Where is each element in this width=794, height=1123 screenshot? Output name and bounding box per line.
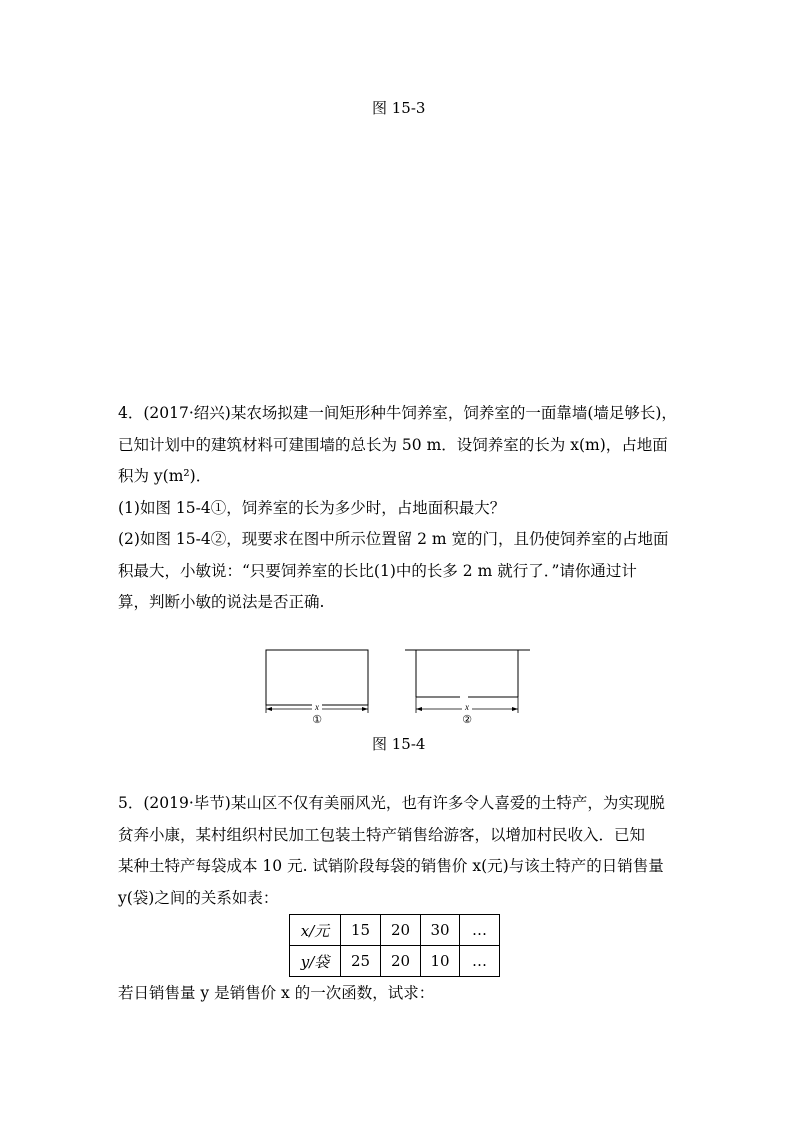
q5-line-2: 贫奔小康，某村组织村民加工包装土特产销售给游客，以增加村民收入．已知	[118, 825, 646, 844]
figure-label-1: ①	[312, 713, 322, 726]
dimension-x-label: x	[315, 702, 319, 712]
question-4	[118, 398, 698, 619]
table-cell: 25	[341, 946, 381, 977]
q4-line-4: (1)如图 15-4①，饲养室的长为多少时，占地面积最大？	[118, 498, 506, 517]
question-5-continuation	[118, 978, 698, 1010]
q5-line-4: y(袋)之间的关系如表：	[118, 888, 279, 907]
q4-line-6: 积最大，小敏说：“只要饲养室的长比(1)中的长多 2 m 就行了．”请你通过计	[118, 561, 637, 580]
q5-line-3: 某种土特产每袋成本 10 元. 试销阶段每袋的销售价 x(元)与该土特产的日销售量	[118, 857, 664, 875]
q4-line-3: 积为 y(m²)．	[118, 467, 212, 485]
table-cell: 15	[341, 915, 381, 946]
question-5	[118, 788, 698, 914]
arrow-right-icon	[512, 707, 518, 711]
table-row	[290, 946, 500, 977]
table-cell: 10	[421, 946, 460, 977]
price-sales-table	[289, 914, 500, 977]
q4-line-5: (2)如图 15-4②，现要求在图中所示位置留 2 m 宽的门，且仍使饲养室的占地面	[118, 530, 669, 548]
figure-15-4-right	[402, 645, 534, 727]
q5-line-1: 5．(2019·毕节)某山区不仅有美丽风光，也有许多令人喜爱的土特产，为实现脱	[118, 794, 665, 812]
q4-line-2: 已知计划中的建筑材料可建围墙的总长为 50 m．设饲养室的长为 x(m)，占地面	[118, 435, 668, 454]
figure-15-4-left	[258, 645, 378, 727]
arrow-left-icon	[416, 707, 422, 711]
table-cell: 30	[421, 915, 460, 946]
table-cell: …	[460, 915, 500, 946]
table-cell: …	[460, 946, 500, 977]
enclosure-rect	[266, 650, 368, 705]
figure-15-4-caption: 图 15-4	[372, 735, 426, 753]
q4-line-1: 4．(2017·绍兴)某农场拟建一间矩形种牛饲养室，饲养室的一面靠墙(墙足够长)，	[118, 404, 677, 422]
dimension-x-label: x	[465, 702, 469, 712]
figure-15-3-caption: 图 15-3	[372, 99, 426, 117]
table-cell: x/元	[290, 915, 341, 946]
q5-after-line: 若日销售量 y 是销售价 x 的一次函数，试求：	[118, 984, 435, 1002]
table-cell: 20	[381, 946, 421, 977]
figure-label-2: ②	[462, 713, 472, 726]
table-cell: y/袋	[290, 946, 341, 977]
table-cell: 20	[381, 915, 421, 946]
table-row	[290, 915, 500, 946]
arrow-right-icon	[362, 707, 368, 711]
q4-line-7: 算，判断小敏的说法是否正确.	[118, 593, 325, 611]
arrow-left-icon	[266, 707, 272, 711]
